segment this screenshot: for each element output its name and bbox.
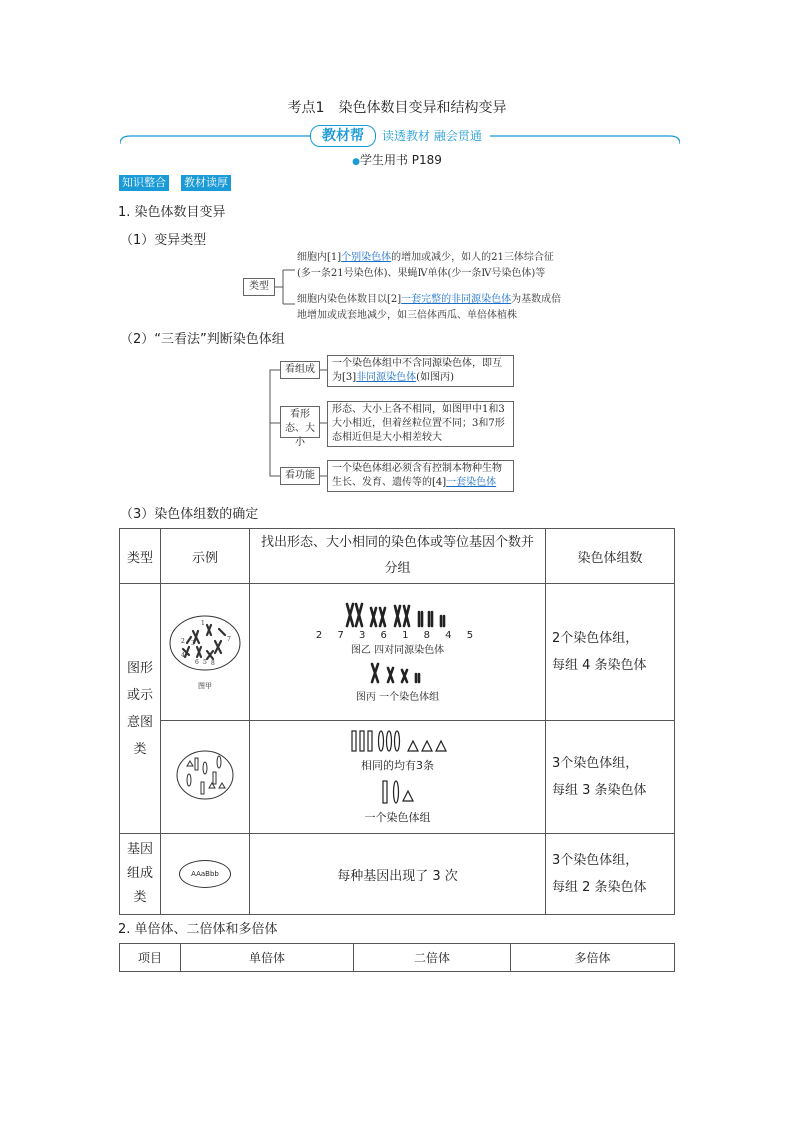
table-header-row	[120, 944, 675, 972]
example-gene	[161, 834, 250, 915]
caption-bing: 图丙 一个染色体组	[355, 691, 440, 703]
look-shape-label: 看形态、大小	[280, 406, 320, 438]
look-composition-label: 看组成	[280, 361, 320, 379]
cell-figure-triploid	[175, 748, 235, 802]
gene-description: 每种基因出现了 3 次	[250, 834, 546, 915]
type-item-euploidy: 细胞内染色体数目以[2]一套完整的非同源染色体为基数成倍地增加或成套地减少，如三倍体西瓜、单倍体植株	[297, 294, 562, 321]
look-shape-text: 形态、大小上各不相同，如图甲中1和3大小相近，但着丝粒位置不同；3和7形态相近但是大小相差较大	[327, 401, 514, 447]
table-header-row	[120, 529, 675, 584]
table-row	[120, 584, 675, 721]
fig-num-3: 3	[191, 640, 195, 647]
sub3-heading: （3）染色体组数的确定	[120, 507, 259, 522]
fig-num-6: 6	[195, 659, 199, 666]
homologous-pairs-figure	[343, 602, 453, 628]
fig-num-1: 1	[201, 620, 205, 627]
result-row2-line2: 每组 3 条染色体	[552, 783, 647, 798]
fig-num-8: 8	[211, 660, 215, 667]
ploidy-table	[119, 943, 675, 972]
fig-num-5: 5	[203, 659, 207, 666]
table-row	[120, 834, 675, 915]
grouping-figure-row2	[250, 721, 546, 834]
one-set-triploid-figure	[381, 779, 415, 805]
header-type: 类型	[120, 529, 161, 584]
type-root-box: 类型	[243, 278, 275, 296]
look-function-label: 看功能	[280, 467, 320, 485]
caption-one-set: 一个染色体组	[364, 811, 431, 824]
genotype-cell: AAaBbb	[179, 860, 231, 888]
cell-figure-jia	[167, 613, 243, 681]
caption-yi: 图乙 四对同源染色体	[350, 644, 445, 656]
sub1-heading: （1）变异类型	[120, 233, 207, 248]
header-item: 项目	[120, 944, 181, 972]
fig-jia-label: 图甲	[198, 682, 212, 690]
look-composition-text: 一个染色体组中不含同源染色体，即互为[3]非同源染色体(如图丙)	[327, 355, 514, 387]
result-row1-line2: 每组 4 条染色体	[552, 658, 647, 673]
section2-heading: 2. 单倍体、二倍体和多倍体	[118, 922, 278, 937]
type-bracket	[275, 262, 297, 312]
caption-same-three: 相同的均有3条	[361, 759, 434, 772]
header-polyploid: 多倍体	[511, 944, 675, 972]
fig-num-2: 2	[181, 638, 185, 645]
header-set-count: 染色体组数	[546, 529, 675, 584]
page-title: 考点1 染色体数目变异和结构变异	[287, 100, 507, 116]
section1-heading: 1. 染色体数目变异	[118, 205, 226, 220]
tag-knowledge: 知识整合	[119, 175, 169, 191]
result-row3-line1: 3个染色体组，	[552, 853, 639, 868]
book-reference: ●学生用书 P189	[352, 153, 442, 167]
triploid-groups-figure	[348, 729, 448, 753]
result-row1-line1: 2个染色体组，	[552, 631, 639, 646]
header-diploid: 二倍体	[354, 944, 511, 972]
one-set-figure	[368, 662, 428, 684]
fig-num-7: 7	[227, 636, 231, 643]
group-label-figure: 图形或示意图类	[120, 584, 161, 834]
group-label-gene: 基因组成类	[120, 834, 161, 915]
result-row3-line2: 每组 2 条染色体	[552, 880, 647, 895]
header-haploid: 单倍体	[181, 944, 354, 972]
tag-textbook: 教材读厚	[181, 175, 231, 191]
book-icon: ●	[352, 157, 360, 167]
pair-numbers: 2 7 3 6 1 8 4 5	[315, 629, 480, 641]
grouping-figure-row1	[250, 584, 546, 721]
header-example: 示例	[161, 529, 250, 584]
header-grouping: 找出形态、大小相同的染色体或等位基因个数并分组	[250, 529, 546, 584]
table-row	[120, 721, 675, 834]
textbook-badge: 教材帮	[310, 125, 376, 147]
chromosome-set-table	[119, 528, 675, 915]
fig-num-4: 4	[181, 652, 185, 659]
result-row3	[546, 834, 675, 915]
type-item-aneuploidy: 细胞内[1]个别染色体的增加或减少，如人的21三体综合征(多一条21号染色体)、果蝇Ⅳ单体(少一条Ⅳ号染色体)等	[297, 252, 554, 279]
example-figure-jia	[161, 584, 250, 721]
look-function-text: 一个染色体组必须含有控制本物种生物生长、发育、遗传等的[4]一套染色体	[327, 460, 514, 492]
result-row2-line1: 3个染色体组，	[552, 756, 639, 771]
example-figure-row2	[161, 721, 250, 834]
result-row2	[546, 721, 675, 834]
sub2-heading: （2）“三看法”判断染色体组	[120, 332, 285, 347]
banner-slogan: 读透教材 融会贯通	[382, 129, 482, 143]
result-row1	[546, 584, 675, 721]
